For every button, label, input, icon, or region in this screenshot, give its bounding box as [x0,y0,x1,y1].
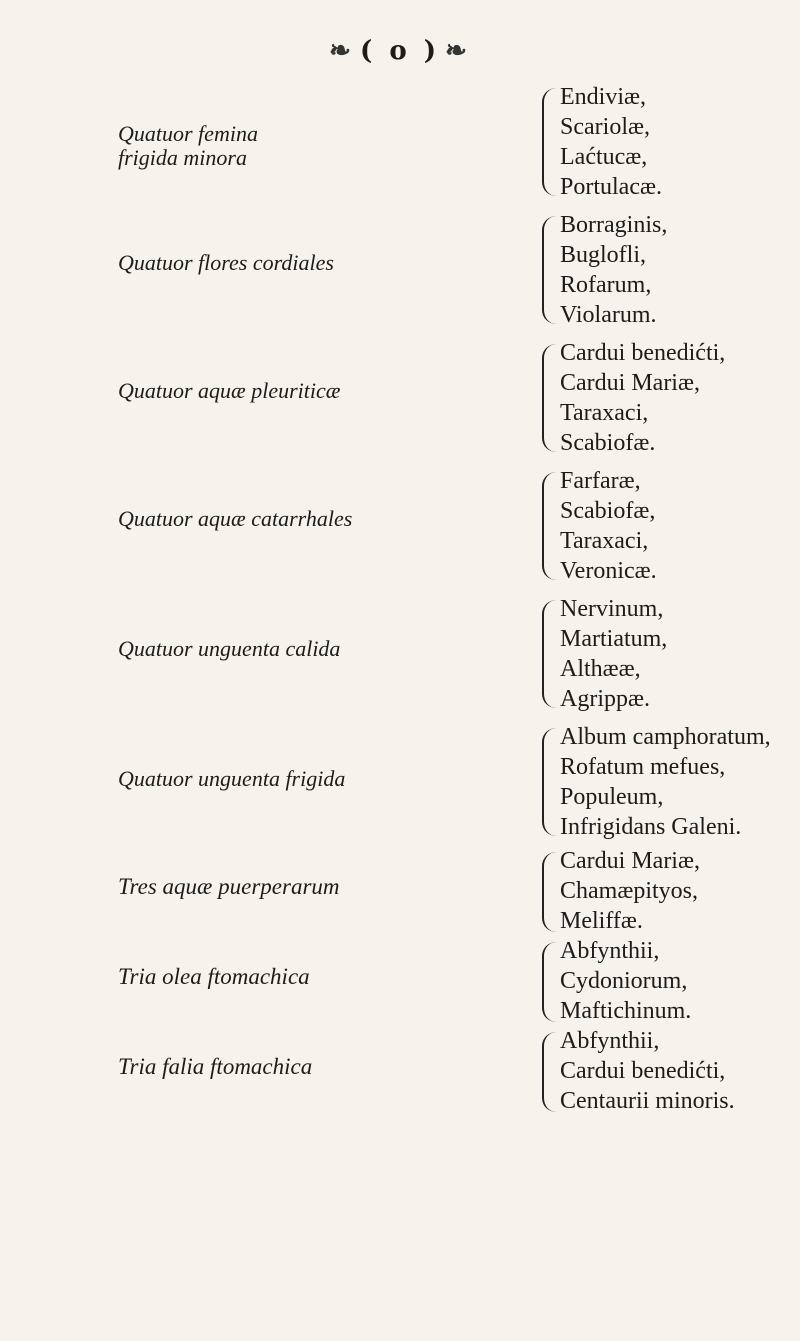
item: Nervinum, [560,596,664,622]
group-label: Tria olea ftomachica [118,964,310,989]
item: Populeum, [560,784,664,810]
brace [542,728,558,836]
group-items [560,846,700,936]
brace [542,942,558,1022]
page-number: ( o ) [359,36,441,66]
item: Meliffæ. [560,908,643,934]
item: Scariolæ, [560,114,650,140]
group-items [560,82,662,202]
page-header [0,36,800,66]
item: Scabiofæ. [560,430,656,456]
group-label: Quatuor unguenta frigida [118,766,346,791]
item: Maftichinum. [560,998,692,1024]
item: Agrippæ. [560,686,650,712]
item: Abfynthii, [560,938,660,964]
group-items [560,722,771,842]
group-items [560,338,725,458]
item: Cardui Mariæ, [560,370,700,396]
item: Veronicæ. [560,558,657,584]
item: Taraxaci, [560,528,649,554]
group-label: Tria falia ftomachica [118,1054,313,1079]
item: Borraginis, [560,212,668,238]
group-label: Quatuor flores cordiales [118,250,334,275]
group-label: Quatuor unguenta calida [118,636,341,661]
brace [542,216,558,324]
item: Martiatum, [560,626,668,652]
item: Rofatum mefues, [560,754,726,780]
brace [542,600,558,708]
item: Buglofli, [560,242,647,268]
item: Cardui benedićti, [560,1058,726,1084]
item: Album camphoratum, [560,724,771,750]
group-items [560,594,667,714]
item: Laćtucæ, [560,144,648,170]
brace [542,344,558,452]
group-label: Tres aquæ puerperarum [118,874,340,899]
item: Cydoniorum, [560,968,688,994]
brace [542,472,558,580]
item: Chamæpityos, [560,878,699,904]
group-items [560,466,657,586]
item: Cardui Mariæ, [560,848,700,874]
group-items [560,210,667,330]
group-items [560,1026,735,1116]
item: Taraxaci, [560,400,649,426]
item: Scabiofæ, [560,498,656,524]
item: Cardui benedićti, [560,340,726,366]
group-label: Quatuor femina frigida minora [118,121,258,170]
item: Endiviæ, [560,84,647,110]
item: Althææ, [560,656,641,682]
brace [542,88,558,196]
item: Centaurii minoris. [560,1088,735,1114]
group-label: Quatuor aquæ catarrhales [118,506,353,531]
brace [542,852,558,932]
item: Portulacæ. [560,174,662,200]
item: Violarum. [560,302,657,328]
item: Rofarum, [560,272,652,298]
item: Abfynthii, [560,1028,660,1054]
item: Farfaræ, [560,468,641,494]
ornament-right-icon: ❧ [445,36,471,66]
item: Infrigidans Galeni. [560,814,742,840]
group-label: Quatuor aquæ pleuriticæ [118,378,341,403]
brace [542,1032,558,1112]
group-items [560,936,691,1026]
ornament-left-icon: ❧ [329,36,355,66]
